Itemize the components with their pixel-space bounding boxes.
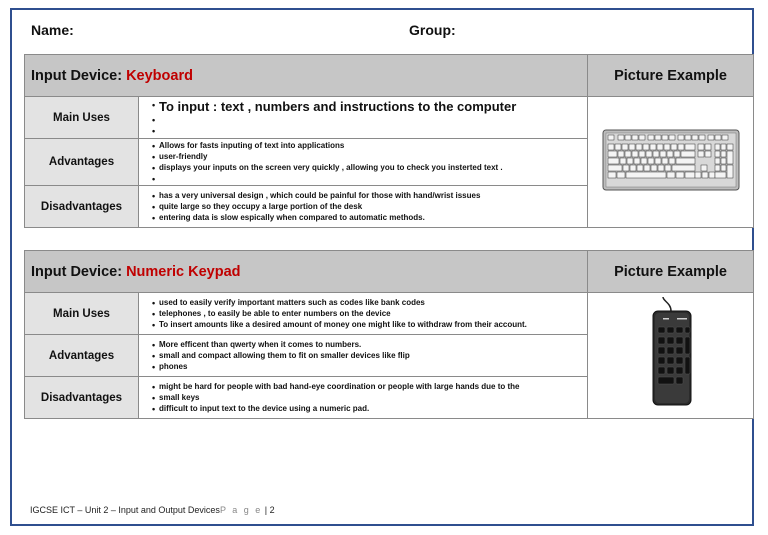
advantages-content xyxy=(139,139,588,186)
list-item: • More efficent than qwerty when it comes to numbers. xyxy=(159,339,583,350)
device-name: Keyboard xyxy=(126,67,193,84)
list-item: • small and compact allowing them to fit on smaller devices like flip xyxy=(159,350,583,361)
footer-page-word: P a g e xyxy=(219,505,263,515)
device-title-prefix: Input Device: xyxy=(31,263,127,280)
list-item: • difficult to input text to the device using a numeric pad. xyxy=(159,403,583,414)
keyboard-picture-cell xyxy=(588,97,754,228)
disadvantages-content xyxy=(139,186,588,228)
list-item xyxy=(159,173,583,184)
page-footer xyxy=(30,505,275,515)
list-item: • used to easily verify important matters such as codes like bank codes xyxy=(159,297,583,308)
numeric-keypad-image xyxy=(641,297,701,409)
main-uses-content xyxy=(139,293,588,335)
disadvantages-content xyxy=(139,377,588,419)
list-item: • might be hard for people with bad hand-eye coordination or people with large hands due to the xyxy=(159,381,583,392)
list-item xyxy=(159,114,583,125)
footer-text: IGCSE ICT – Unit 2 – Input and Output Devices xyxy=(30,505,220,515)
name-label: Name: xyxy=(31,22,74,38)
list-item: • has a very universal design , which could be painful for those with hand/wrist issues xyxy=(159,190,583,201)
list-item: • entering data is slow espically when compared to automatic methods. xyxy=(159,212,583,223)
keyboard-table xyxy=(24,54,754,228)
device-title xyxy=(25,55,588,97)
disadvantages-label: Disadvantages xyxy=(25,186,139,228)
list-item xyxy=(159,125,583,136)
list-item: • telephones , to easily be able to enter numbers on the device xyxy=(159,308,583,319)
list-item: • To insert amounts like a desired amount of money one might like to withdraw from their account. xyxy=(159,319,583,330)
list-item: • Allows for fasts inputing of text into applications xyxy=(159,140,583,151)
list-item: • phones xyxy=(159,361,583,372)
picture-example-heading: Picture Example xyxy=(588,251,754,293)
list-item: • displays your inputs on the screen very quickly , allowing you to check you insterted text . xyxy=(159,162,583,173)
list-item: • quite large so they occupy a large portion of the desk xyxy=(159,201,583,212)
list-item: • user-friendly xyxy=(159,151,583,162)
advantages-label: Advantages xyxy=(25,335,139,377)
main-uses-label: Main Uses xyxy=(25,293,139,335)
keyboard-image xyxy=(602,129,740,191)
main-uses-label: Main Uses xyxy=(25,97,139,139)
page-number: 2 xyxy=(269,505,275,515)
disadvantages-label: Disadvantages xyxy=(25,377,139,419)
numeric-keypad-table xyxy=(24,250,754,419)
main-uses-content xyxy=(139,97,588,139)
list-item: • To input : text , numbers and instructions to the computer xyxy=(159,99,583,114)
advantages-label: Advantages xyxy=(25,139,139,186)
group-label: Group: xyxy=(409,22,456,38)
device-name: Numeric Keypad xyxy=(126,263,241,280)
footer-separator: | xyxy=(262,505,270,515)
keypad-picture-cell xyxy=(588,293,754,419)
advantages-content xyxy=(139,335,588,377)
device-title-prefix: Input Device: xyxy=(31,67,127,84)
list-item: • small keys xyxy=(159,392,583,403)
device-title xyxy=(25,251,588,293)
picture-example-heading: Picture Example xyxy=(588,55,754,97)
